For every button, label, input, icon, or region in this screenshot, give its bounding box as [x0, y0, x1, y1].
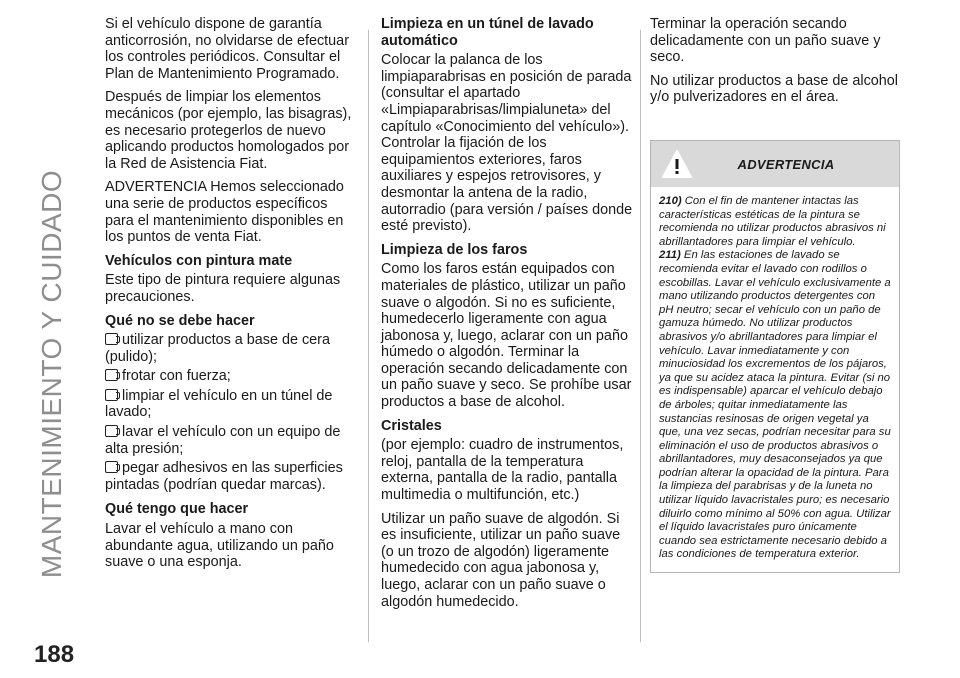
page-number: 188	[34, 641, 75, 668]
paragraph-terminar-secando: Terminar la operación secando delicadamente con un paño suave y seco.	[650, 16, 881, 66]
heading-faros: Limpieza de los faros	[381, 241, 528, 258]
list-item: lavar el vehículo con un equipo de alta presión;	[105, 424, 341, 457]
heading-que-hacer: Qué tengo que hacer	[105, 501, 249, 518]
paragraph-cristales-limpieza: Utilizar un paño suave de algodón. Si es insuficiente, utilizar un paño suave (o un trozo de algodón) ligeramente humedecido con agua jabonosa y, luego, aclarar con un paño suave o algodón humedecido.	[381, 510, 621, 610]
paragraph-advertencia-productos: ADVERTENCIA Hemos seleccionado una serie de productos específicos para el mantenimiento disponibles en los puntos de venta Fiat.	[105, 179, 344, 246]
bullet-icon	[105, 389, 118, 401]
heading-cristales: Cristales	[381, 417, 442, 434]
warning-note-211: 211) En las estaciones de lavado se recomienda evitar el lavado con rodillos o escobillas. Lavar el vehículo exclusivamente a mano utilizando productos detergentes con pH neutro; secar el vehículo con un paño de gamuza húmedo. No utilizar productos abrasivos y/o abrillantadores para limpiar el vehículo. Lavar inmediatamente y con minuciosidad los excrementos de los pájaros, ya que su acidez ataca la pintura. Evitar (si no es indispensable) aparcar el vehículo debajo de árboles; quitar inmediatamente las sustancias resinosas de origen vegetal ya que, una vez secas, podrían necesitar para su eliminación el uso de productos abrasivos o abrillantadores, muy desaconsejados ya que podrían alterar la opacidad de la pintura. Para la limpieza del parabrisas y de la luneta no utilizar líquido lavacristales puro; es necesario diluirlo como mínimo al 50% con agua. Utilizar el líquido lavacristales puro únicamente cuando sea estrictamente necesario debido a las condiciones de temperatura exterior.	[659, 249, 891, 561]
paragraph-que-hacer: Lavar el vehículo a mano con abundante agua, utilizando un paño suave o una esponja.	[105, 521, 334, 571]
heading-pintura-mate: Vehículos con pintura mate	[105, 252, 293, 269]
paragraph-pintura-mate: Este tipo de pintura requiere algunas precauciones.	[105, 272, 341, 305]
paragraph-faros: Como los faros están equipados con materiales de plástico, utilizar un paño suave o algodón. Si no es suficiente, humedecerlo ligeramente con agua jabonosa y, luego, aclarar con un paño húmedo o algodón. Terminar la operación secando delicadamente con un paño suave y seco. Se prohíbe usar productos a base de alcohol.	[381, 261, 632, 411]
chapter-side-title: MANTENIMIENTO Y CUIDADO	[36, 169, 67, 579]
paragraph-no-alcohol: No utilizar productos a base de alcohol y/o pulverizadores en el área.	[650, 72, 898, 106]
heading-que-no-hacer: Qué no se debe hacer	[105, 312, 255, 329]
warning-note-210: 210) Con el fin de mantener intactas las características estéticas de la pintura se recomienda no utilizar productos abrasivos ni abrillantadores para limpiar el vehículo.	[659, 195, 886, 248]
column-divider	[640, 30, 641, 642]
bullet-icon	[105, 425, 118, 437]
column-2	[381, 16, 633, 617]
warning-box	[650, 140, 900, 573]
paragraph-tunel-lavado: Colocar la palanca de los limpiaparabrisas en posición de parada (consultar el apartado «Limpiaparabrisas/limpialuneta» del capítulo «Conocimiento del vehículo»). Controlar la fijación de los equipamientos exteriores, faros auxiliares y espejos retrovisores, y desmontar la antena de la radio, autorradio (para versión / países donde esté previsto).	[381, 52, 633, 235]
list-item: frotar con fuerza;	[105, 368, 355, 385]
column-1	[105, 16, 355, 578]
paragraph-bisagras: Después de limpiar los elementos mecánicos (por ejemplo, las bisagras), es necesario protegerlos de nuevo aplicando productos homologados por la Red de Asistencia Fiat.	[105, 89, 352, 172]
heading-tunel-lavado: Limpieza en un túnel de lavado automático	[381, 16, 594, 49]
note-number: 210)	[659, 195, 682, 207]
note-number: 211)	[659, 249, 681, 262]
column-3	[650, 16, 900, 113]
warning-body	[651, 187, 899, 572]
list-item: pegar adhesivos en las superficies pintadas (podrían quedar marcas).	[105, 460, 343, 493]
list-item: limpiar el vehículo en un túnel de lavado;	[105, 387, 333, 421]
paragraph-cristales-ejemplo: (por ejemplo: cuadro de instrumentos, reloj, pantalla de la temperatura externa, pantalla de la radio, pantalla multimedia o multifunción, etc.)	[381, 437, 624, 504]
paragraph-garantia: Si el vehículo dispone de garantía anticorrosión, no olvidarse de efectuar los controles periódicos. Consultar el Plan de Mantenimiento Programado.	[105, 16, 349, 82]
warning-title: ADVERTENCIA	[737, 156, 835, 172]
warning-triangle-icon	[661, 149, 693, 179]
list-item: utilizar productos a base de cera (pulido);	[105, 332, 330, 365]
column-divider	[368, 30, 369, 642]
bullet-icon	[105, 333, 118, 345]
warning-header	[651, 141, 899, 187]
bullet-icon	[105, 461, 118, 473]
bullet-icon	[105, 369, 118, 381]
